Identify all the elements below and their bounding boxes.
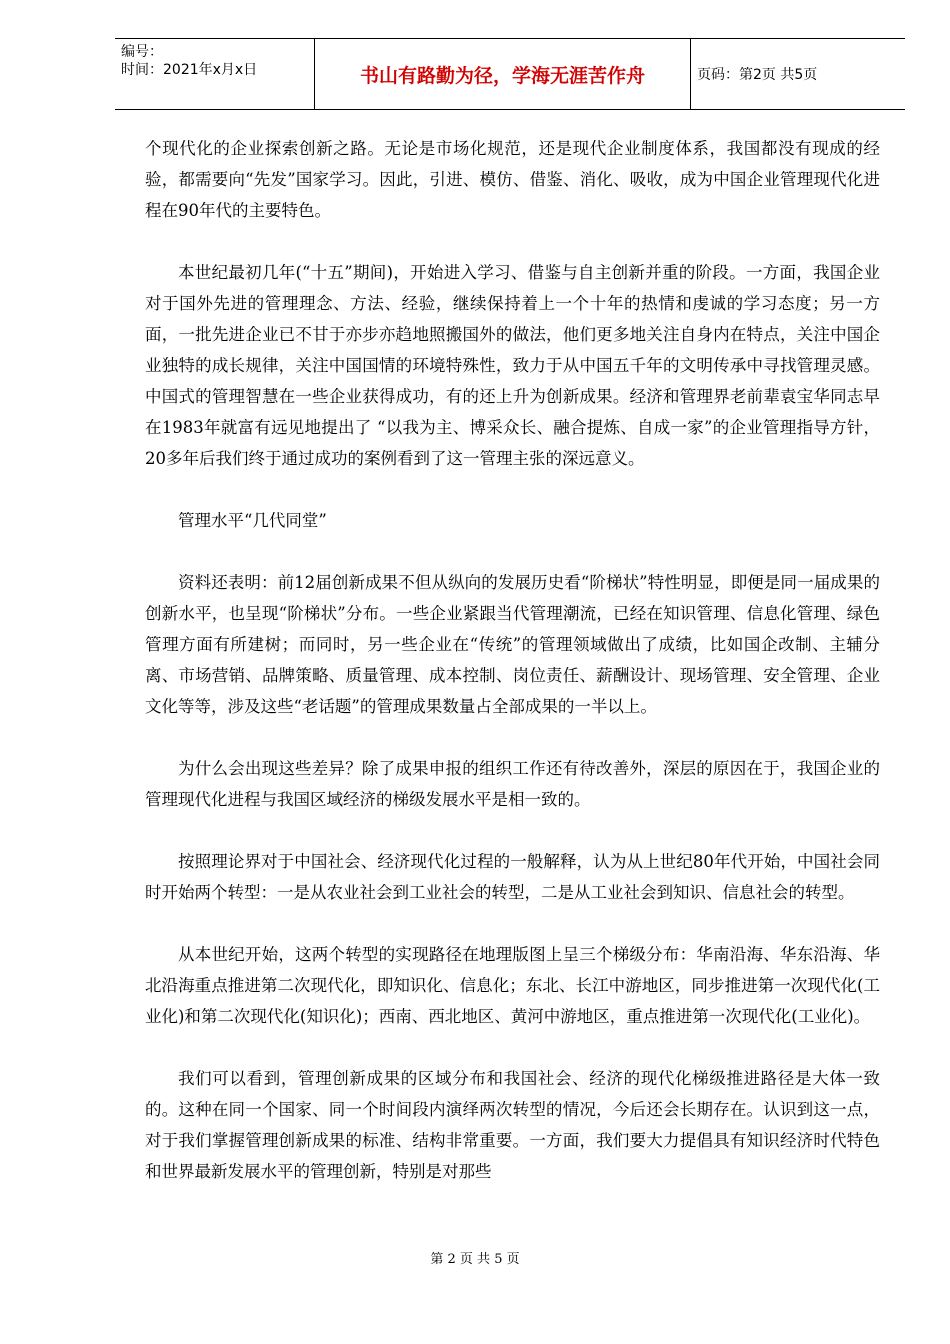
code-label: 编号： — [121, 44, 163, 60]
header-motto: 书山有路勤为径，学海无涯苦作舟 — [315, 39, 691, 109]
paragraph: 从本世纪开始，这两个转型的实现路径在地理版图上呈三个梯级分布：华南沿海、华东沿海、华北沿海重点推进第二次现代化，即知识化、信息化；东北、长江中游地区，同步推进第一次现代化(工业化)和第二次现代化(知识化)；西南、西北地区、黄河中游地区，重点推进第一次现代化(工业化)。 — [145, 945, 880, 1026]
header-meta — [115, 39, 315, 109]
paragraph-continued: 个现代化的企业探索创新之路。无论是市场化规范，还是现代企业制度体系，我国都没有现成的经验，都需要向“先发”国家学习。因此，引进、模仿、借鉴、消化、吸收，成为中国企业管理现代化进程在90年代的主要特色。 — [145, 139, 880, 220]
paragraph: 按照理论界对于中国社会、经济现代化过程的一般解释，认为从上世纪80年代开始，中国社会同时开始两个转型：一是从农业社会到工业社会的转型，二是从工业社会到知识、信息社会的转型。 — [145, 852, 880, 902]
section-heading: 管理水平“几代同堂” — [178, 511, 327, 530]
paragraph: 本世纪最初几年(“十五”期间)，开始进入学习、借鉴与自主创新并重的阶段。一方面，我国企业对于国外先进的管理理念、方法、经验，继续保持着上一个十年的热情和虔诚的学习态度；另一方面，一批先进企业已不甘于亦步亦趋地照搬国外的做法，他们更多地关注自身内在特点，关注中国企业独特的成长规律，关注中国国情的环境特殊性，致力于从中国五千年的文明传承中寻找管理灵感。中国式的管理智慧在一些企业获得成功，有的还上升为创新成果。经济和管理界老前辈袁宝华同志早在1983年就富有远见地提出了 “以我为主、博采众长、融合提炼、自成一家”的企业管理指导方针，20多年后我们终于通过成功的案例看到了这一管理主张的深远意义。 — [145, 263, 880, 468]
header-page-info: 页码：第2页 共5页 — [697, 67, 818, 83]
paragraph: 为什么会出现这些差异？除了成果申报的组织工作还有待改善外，深层的原因在于，我国企业的管理现代化进程与我国区域经济的梯级发展水平是相一致的。 — [145, 759, 880, 809]
time-label: 时间：2021年x月x日 — [121, 62, 258, 78]
paragraph: 资料还表明：前12届创新成果不但从纵向的发展历史看“阶梯状”特性明显，即便是同一届成果的创新水平，也呈现“阶梯状”分布。一些企业紧跟当代管理潮流，已经在知识管理、信息化管理、绿色管理方面有所建树；而同时，另一些企业在“传统”的管理领域做出了成绩，比如国企改制、主辅分离、市场营销、品牌策略、质量管理、成本控制、岗位责任、薪酬设计、现场管理、安全管理、企业文化等等，涉及这些“老话题”的管理成果数量占全部成果的一半以上。 — [145, 573, 880, 716]
page-header — [115, 38, 905, 110]
page-footer: 第 2 页 共 5 页 — [430, 1252, 520, 1267]
document-body — [145, 133, 880, 1218]
paragraph: 我们可以看到，管理创新成果的区域分布和我国社会、经济的现代化梯级推进路径是大体一致的。这种在同一个国家、同一个时间段内演绎两次转型的情况，今后还会长期存在。认识到这一点，对于我们掌握管理创新成果的标准、结构非常重要。一方面，我们要大力提倡具有知识经济时代特色和世界最新发展水平的管理创新，特别是对那些 — [145, 1069, 880, 1181]
